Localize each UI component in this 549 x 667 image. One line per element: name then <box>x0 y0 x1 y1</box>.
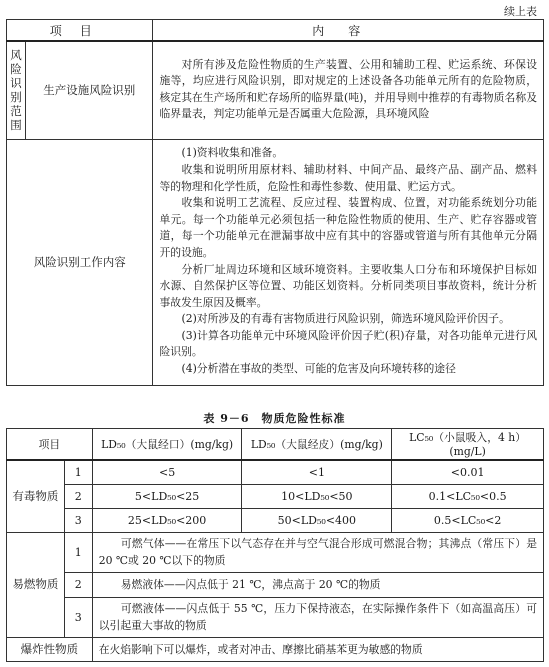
row-number: 1 <box>64 532 92 572</box>
row-number: 3 <box>64 508 92 532</box>
value-inhale: <0.01 <box>392 460 544 484</box>
work-para-2: 收集和说明所用原材料、辅助材料、中间产品、最终产品、副产品、燃料等的物理和化学性质，危险性和毒性参数、使用量、贮运方式。 <box>159 162 537 193</box>
hazard-criteria-table <box>6 428 544 662</box>
group-toxic: 有毒物质 <box>7 460 65 532</box>
flammable-desc: 可燃液体——闪点低于 55 ℃，压力下保持液态，在实际操作条件下（如高温高压）可以引起重大事故的物质 <box>92 597 543 637</box>
table-row <box>7 139 544 385</box>
group-explosive: 爆炸性物质 <box>7 637 93 661</box>
header-item: 项目 <box>7 20 153 42</box>
value-oral: <5 <box>92 460 242 484</box>
table-row <box>7 484 544 508</box>
header-lc50-inhale: LC₅₀（小鼠吸入，4 h）(mg/L) <box>392 429 544 461</box>
value-skin: <1 <box>242 460 392 484</box>
table-row <box>7 597 544 637</box>
row-number: 3 <box>64 597 92 637</box>
work-para-4: 分析厂址周边环境和区域环境资料。主要收集人口分布和环境保护目标如水源、自然保护区等位置、功能区划资料。分析同类项目事故资料，统计分析事故发生原因及概率。 <box>159 262 537 309</box>
table2-title: 表 9－6 物质危险性标准 <box>203 412 346 425</box>
table-row <box>7 508 544 532</box>
table-row <box>7 637 544 661</box>
row-number: 1 <box>64 460 92 484</box>
category-facility-risk: 生产设施风险识别 <box>25 41 153 139</box>
header-ld50-oral: LD₅₀（大鼠经口）(mg/kg) <box>92 429 242 461</box>
row-number: 2 <box>64 484 92 508</box>
side-label-scope: 风险识别范围 <box>7 41 26 139</box>
work-para-6: (3)计算各功能单元中环境风险评价因子贮(积)存量，对各功能单元进行风险识别。 <box>159 328 537 359</box>
table-row <box>7 532 544 572</box>
flammable-desc: 易燃液体——闪点低于 21 ℃，沸点高于 20 ℃的物质 <box>92 572 543 597</box>
value-inhale: 0.5<LC₅₀<2 <box>392 508 544 532</box>
continued-label: 续上表 <box>504 5 537 18</box>
row-number: 2 <box>64 572 92 597</box>
work-para-3: 收集和说明工艺流程、反应过程、装置构成、位置，对功能系统划分功能单元。每一个功能单元必须包括一种危险性物质的使用、生产、贮存容器或管道，每一个功能单元在泄漏事故中应有其中的容器或管道与所有其他单元分隔开的设施。 <box>159 196 537 259</box>
category-work-content: 风险识别工作内容 <box>7 139 153 385</box>
work-para-5: (2)对所涉及的有毒有害物质进行风险识别，筛选环境风险评价因子。 <box>181 312 510 326</box>
value-oral: 25<LD₅₀<200 <box>92 508 242 532</box>
work-para-1: (1)资料收集和准备。 <box>181 146 284 160</box>
table-row <box>7 572 544 597</box>
work-para-7: (4)分析潜在事故的类型、可能的危害及向环境转移的途径 <box>181 362 456 376</box>
work-content-text <box>153 139 544 385</box>
risk-identification-table <box>6 19 544 386</box>
value-skin: 50<LD₅₀<400 <box>242 508 392 532</box>
header-ld50-skin: LD₅₀（大鼠经皮）(mg/kg) <box>242 429 392 461</box>
header-content: 内容 <box>153 20 544 42</box>
value-oral: 5<LD₅₀<25 <box>92 484 242 508</box>
header-project: 项目 <box>7 429 93 461</box>
table1-header-row <box>7 20 544 42</box>
table2-header-row <box>7 429 544 461</box>
group-flammable: 易燃物质 <box>7 532 65 637</box>
flammable-desc: 可燃气体——在常压下以气态存在并与空气混合形成可燃混合物；其沸点（常压下）是 20 ℃或 20 ℃以下的物质 <box>92 532 543 572</box>
table-row <box>7 41 544 139</box>
value-inhale: 0.1<LC₅₀<0.5 <box>392 484 544 508</box>
facility-risk-text: 对所有涉及危险性物质的生产装置、公用和辅助工程、贮运系统、环保设施等，均应进行风险识别，即对规定的上述设备各功能单元所有的危险物质，核定其在生产场所和贮存场所的临界量(吨)，并用导则中推荐的有毒物质名称及临界量表，判定功能单元是否属重大危险源，具环境风险 <box>153 41 544 139</box>
value-skin: 10<LD₅₀<50 <box>242 484 392 508</box>
table-row <box>7 460 544 484</box>
explosive-desc: 在火焰影响下可以爆炸，或者对冲击、摩擦比硝基苯更为敏感的物质 <box>92 637 543 661</box>
